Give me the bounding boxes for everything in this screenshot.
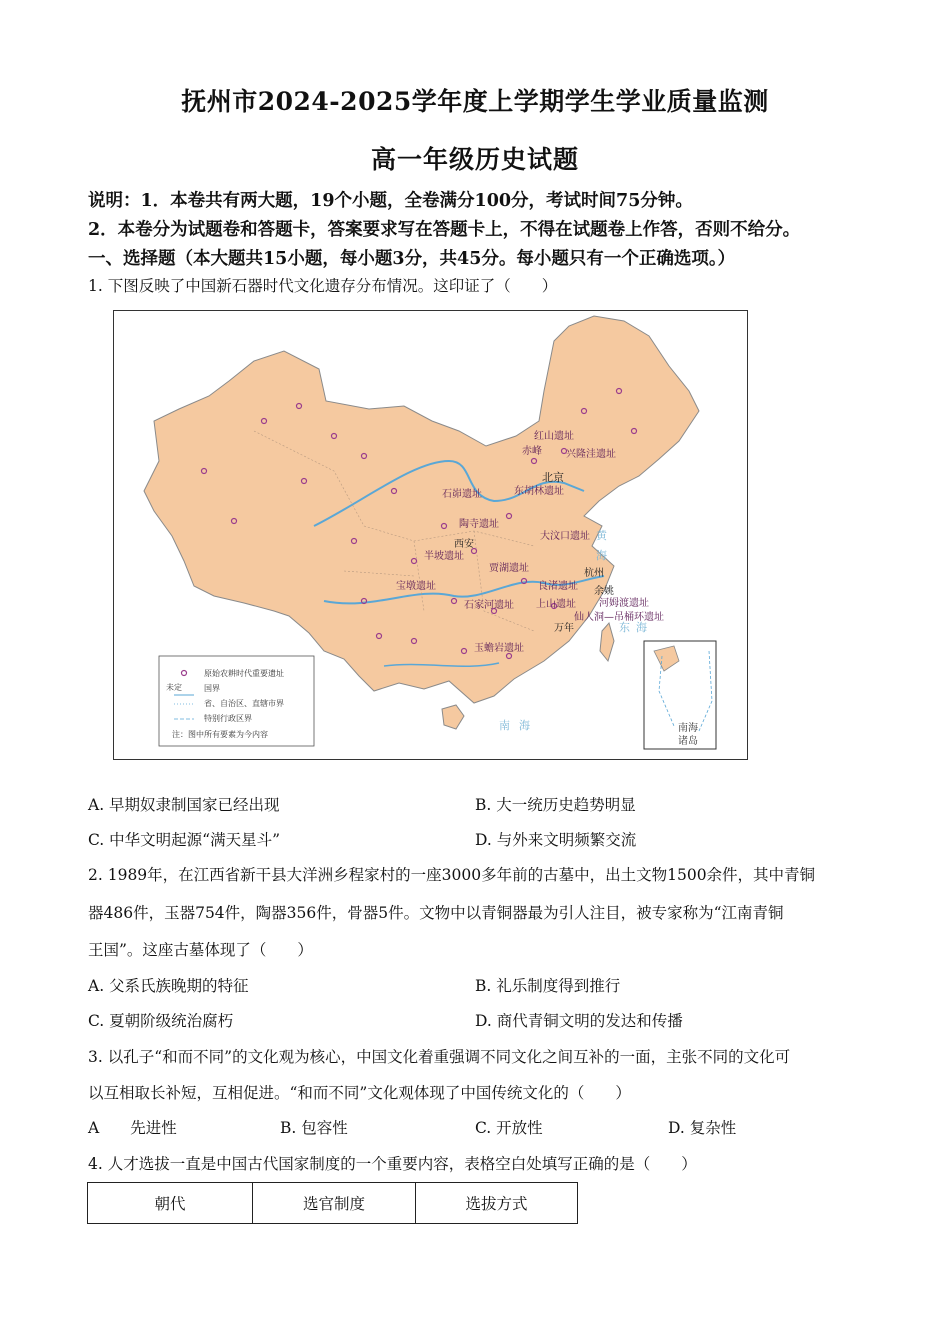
legend-item-border: 国界 xyxy=(204,684,220,693)
sea-label-hai3: 海 xyxy=(519,719,530,732)
instruction-note-1: 说明：1．本卷共有两大题，19个小题，全卷满分100分，考试时间75分钟。 xyxy=(88,191,693,211)
site-label: 上山遗址 xyxy=(536,599,576,610)
legend-note: 注：图中所有要素为今内容 xyxy=(172,730,268,739)
q2-option-d: D. 商代青铜文明的发达和传播 xyxy=(475,1012,683,1030)
q2-option-a: A. 父系氏族晚期的特征 xyxy=(88,977,249,995)
exam-title: 抚州市2024-2025学年度上学期学生学业质量监测 xyxy=(181,87,769,116)
q3-option-b: B. 包容性 xyxy=(280,1119,348,1137)
site-label: 万年 xyxy=(554,623,574,634)
q1-option-c: C. 中华文明起源“满天星斗” xyxy=(88,831,281,849)
q4-table xyxy=(87,1182,578,1224)
q3-option-d: D. 复杂性 xyxy=(668,1119,737,1137)
instruction-note-2: 2．本卷分为试题卷和答题卡，答案要求写在答题卡上，不得在试题卷上作答，否则不给分。 xyxy=(88,220,801,240)
legend-item-prefix: 未定 xyxy=(166,683,182,692)
inset-label-2: 诸岛 xyxy=(678,736,698,747)
site-label: 河姆渡遗址 xyxy=(599,598,649,609)
section-heading: 一、选择题（本大题共15小题，每小题3分，共45分。每小题只有一个正确选项。） xyxy=(88,249,736,269)
q1-option-a: A. 早期奴隶制国家已经出现 xyxy=(88,796,280,814)
legend-item-sites: 原始农耕时代重要遗址 xyxy=(204,669,284,678)
site-label: 红山遗址 xyxy=(534,431,574,442)
legend-item-province: 省、自治区、直辖市界 xyxy=(204,699,284,708)
q3-stem-line-2: 以互相取长补短，互相促进。“和而不同”文化观体现了中国传统文化的（ ） xyxy=(88,1084,631,1102)
site-label: 大汶口遗址 xyxy=(540,531,590,542)
table-row xyxy=(88,1183,578,1224)
site-label: 西安 xyxy=(454,539,474,550)
site-label: 北京 xyxy=(542,471,564,484)
site-label: 赤峰 xyxy=(522,446,542,457)
q2-stem-line-1: 2. 1989年，在江西省新干县大洋洲乡程家村的一座3000多年前的古墓中，出土文物1500余件，其中青铜 xyxy=(88,866,816,884)
neolithic-sites-map xyxy=(113,310,748,760)
site-label: 东胡林遗址 xyxy=(514,486,564,497)
site-label: 良渚遗址 xyxy=(538,581,578,592)
q1-option-b: B. 大一统历史趋势明显 xyxy=(475,796,636,814)
site-label: 杭州 xyxy=(584,568,604,579)
site-label: 仙人洞—吊桶环遗址 xyxy=(574,612,664,623)
q2-option-b: B. 礼乐制度得到推行 xyxy=(475,977,621,995)
china-map-svg xyxy=(114,311,747,759)
sea-label-hai2: 海 xyxy=(636,621,647,634)
inset-label-1: 南海 xyxy=(678,723,698,734)
site-label: 半坡遗址 xyxy=(424,551,464,562)
q4-stem: 4. 人才选拔一直是中国古代国家制度的一个重要内容，表格空白处填写正确的是（ ） xyxy=(88,1155,697,1173)
site-label: 宝墩遗址 xyxy=(396,581,436,592)
q1-option-d: D. 与外来文明频繁交流 xyxy=(475,831,637,849)
site-label: 兴隆洼遗址 xyxy=(566,449,616,460)
q3-stem-line-1: 3. 以孔子“和而不同”的文化观为核心，中国文化着重强调不同文化之间互补的一面，主张不同的文化可 xyxy=(88,1048,791,1066)
map-legend xyxy=(159,656,314,746)
q2-stem-line-3: 王国”。这座古墓体现了（ ） xyxy=(88,941,313,959)
site-label: 陶寺遗址 xyxy=(459,519,499,530)
sea-label-hai1: 海 xyxy=(596,549,607,562)
table-header-method: 选拔方式 xyxy=(416,1183,578,1224)
hainan-island xyxy=(442,705,464,729)
sea-label-dong: 东 xyxy=(619,621,630,634)
site-label: 玉蟾岩遗址 xyxy=(474,643,524,654)
table-header-system: 选官制度 xyxy=(253,1183,416,1224)
sea-label-nan: 南 xyxy=(499,719,510,732)
q2-stem-line-2: 器486件，玉器754件，陶器356件，骨器5件。文物中以青铜器最为引人注目，被专家称为“江南青铜 xyxy=(88,904,784,922)
site-label: 石家河遗址 xyxy=(464,600,514,611)
exam-subtitle: 高一年级历史试题 xyxy=(370,145,579,174)
site-label: 贾湖遗址 xyxy=(489,563,529,574)
site-label: 余姚 xyxy=(594,586,614,597)
china-land xyxy=(144,316,699,703)
table-header-dynasty: 朝代 xyxy=(88,1183,253,1224)
site-label: 石峁遗址 xyxy=(442,489,482,500)
sea-label-huang: 黄 xyxy=(596,529,607,542)
q1-stem: 1. 下图反映了中国新石器时代文化遗存分布情况。这印证了（ ） xyxy=(88,277,558,295)
q3-option-a: A 先进性 xyxy=(88,1119,177,1137)
q2-option-c: C. 夏朝阶级统治腐朽 xyxy=(88,1012,234,1030)
legend-item-sar: 特别行政区界 xyxy=(204,714,252,723)
taiwan-island xyxy=(600,623,614,661)
q3-option-c: C. 开放性 xyxy=(475,1119,543,1137)
